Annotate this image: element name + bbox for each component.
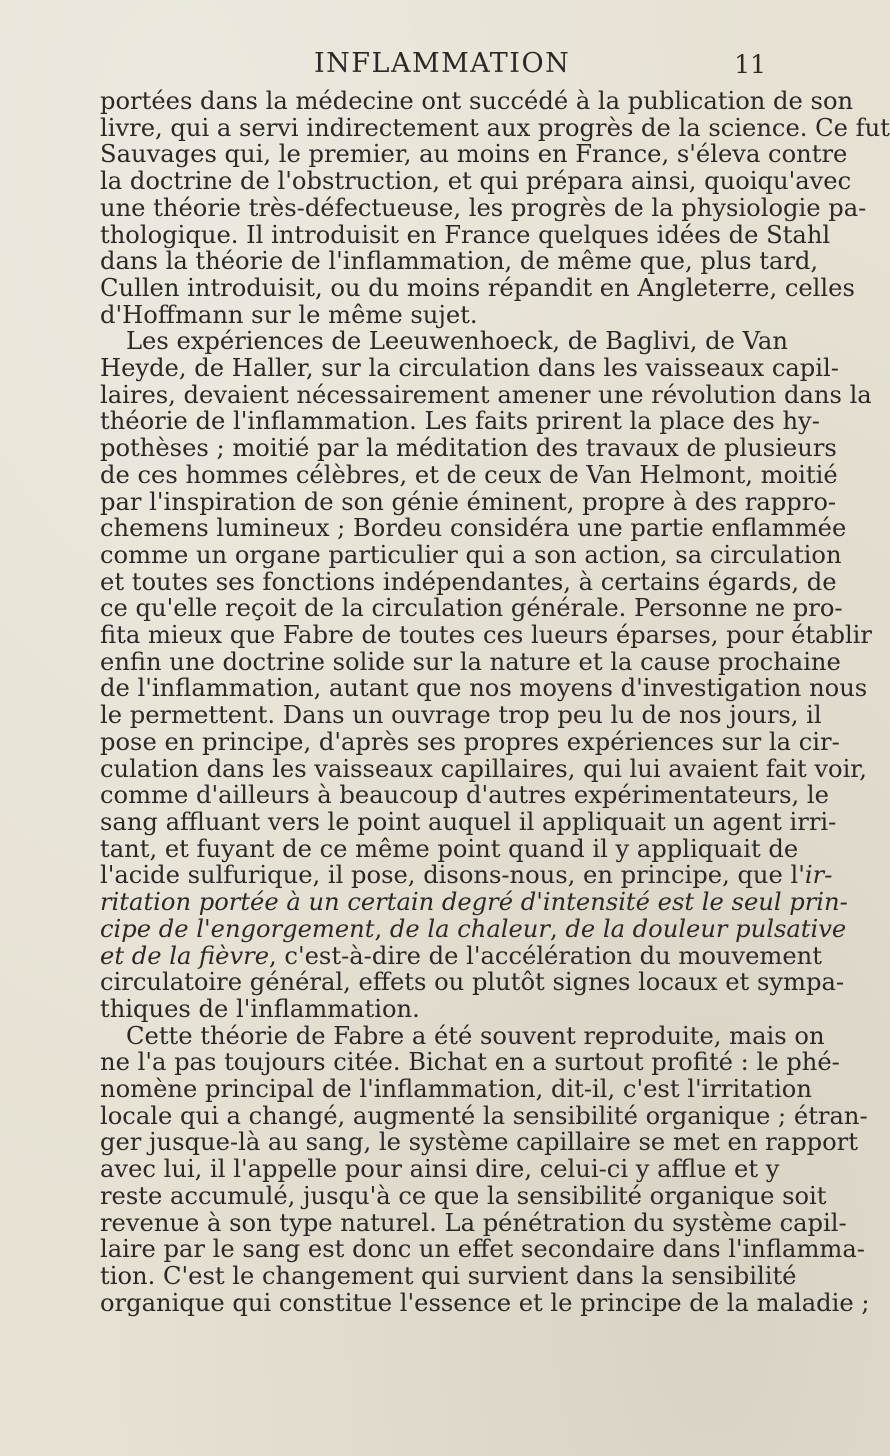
text-line: de ces hommes célèbres, et de ceux de Van Helmont, moitié [100, 460, 838, 489]
text-line: livre, qui a servi indirectement aux progrès de la science. Ce fut [100, 113, 890, 142]
text-segment: , [549, 914, 566, 943]
text-line: reste accumulé, jusqu'à ce que la sensibilité organique soit [100, 1181, 827, 1210]
running-title: INFLAMMATION [314, 48, 571, 79]
text-line: ger jusque-là au sang, le système capillaire se met en rapport [100, 1128, 858, 1157]
text-line [100, 914, 847, 943]
text-line: sang affluant vers le point auquel il appliquait un agent irri- [100, 807, 837, 836]
italic-segment: et de la fièvre [100, 941, 270, 970]
text-line: tion. C'est le changement qui survient dans la sensibilité [100, 1261, 797, 1290]
text-line: culation dans les vaisseaux capillaires, qui lui avaient fait voir, [100, 754, 867, 783]
text-line [100, 941, 822, 970]
text-line: ritation portée à un certain degré d'intensité est le seul prin- [100, 888, 848, 917]
text-line: la doctrine de l'obstruction, et qui prépara ainsi, quoiqu'avec [100, 167, 852, 196]
italic-segment: ir- [804, 861, 833, 890]
text-line: Cullen introduisit, ou du moins répandit en Angleterre, celles [100, 273, 855, 302]
text-line: avec lui, il l'appelle pour ainsi dire, celui-ci y afflue et y [100, 1155, 780, 1184]
text-line: locale qui a changé, augmenté la sensibilité organique ; étran- [100, 1101, 868, 1130]
text-line [100, 861, 833, 890]
body-text [100, 87, 890, 1317]
text-line: Les expériences de Leeuwenhoeck, de Baglivi, de Van [126, 327, 788, 356]
text-line: tant, et fuyant de ce même point quand il y appliquait de [100, 834, 799, 863]
text-line: laire par le sang est donc un effet secondaire dans l'inflamma- [100, 1235, 865, 1264]
text-line: nomène principal de l'inflammation, dit-il, c'est l'irritation [100, 1075, 812, 1104]
text-line: et toutes ses fonctions indépendantes, à certains égards, de [100, 567, 837, 596]
text-line: thologique. Il introduisit en France quelques idées de Stahl [100, 220, 831, 249]
text-line: enfin une doctrine solide sur la nature et la cause prochaine [100, 647, 841, 676]
text-line: Cette théorie de Fabre a été souvent reproduite, mais on [126, 1021, 825, 1050]
text-line: pothèses ; moitié par la méditation des travaux de plusieurs [100, 434, 837, 463]
text-line: comme d'ailleurs à beaucoup d'autres expérimentateurs, le [100, 781, 829, 810]
text-line: thiques de l'inflammation. [100, 994, 420, 1023]
text-line: dans la théorie de l'inflammation, de même que, plus tard, [100, 247, 819, 276]
text-line: circulatoire général, effets ou plutôt signes locaux et sympa- [100, 968, 845, 997]
italic-segment: cipe de l'engorgement [100, 914, 375, 943]
text-line: par l'inspiration de son génie éminent, propre à des rappro- [100, 487, 837, 516]
text-line: portées dans la médecine ont succédé à la publication de son [100, 87, 854, 115]
italic-segment: de la douleur pulsative [565, 914, 847, 943]
text-line: une théorie très-défectueuse, les progrès de la physiologie pa- [100, 193, 867, 222]
text-line: laires, devaient nécessairement amener une révolution dans la [100, 380, 872, 409]
text-segment: , [374, 914, 390, 943]
italic-segment: de la chaleur [389, 914, 550, 943]
page-number: 11 [734, 50, 766, 79]
text-line: comme un organe particulier qui a son action, sa circulation [100, 540, 842, 569]
text-line: Sauvages qui, le premier, au moins en France, s'éleva contre [100, 140, 848, 169]
text-line: ne l'a pas toujours citée. Bichat en a surtout profité : le phé- [100, 1048, 840, 1077]
text-line: le permettent. Dans un ouvrage trop peu lu de nos jours, il [100, 701, 822, 730]
text-segment: , c'est-à-dire de l'accélération du mouvement [269, 941, 822, 970]
text-line: chemens lumineux ; Bordeu considéra une partie enflammée [100, 514, 847, 543]
text-line: organique qui constitue l'essence et le principe de la maladie ; [100, 1288, 870, 1317]
running-head [100, 40, 766, 88]
text-line: théorie de l'inflammation. Les faits prirent la place des hy- [100, 407, 820, 436]
text-line: Heyde, de Haller, sur la circulation dans les vaisseaux capil- [100, 354, 839, 383]
text-segment: l'acide sulfurique, il pose, disons-nous, en principe, que l' [100, 861, 805, 890]
text-line: pose en principe, d'après ses propres expériences sur la cir- [100, 727, 840, 756]
text-line: d'Hoffmann sur le même sujet. [100, 300, 478, 329]
text-line: de l'inflammation, autant que nos moyens d'investigation nous [100, 674, 868, 703]
text-line: ce qu'elle reçoit de la circulation générale. Personne ne pro- [100, 594, 843, 623]
text-line: revenue à son type naturel. La pénétration du système capil- [100, 1208, 847, 1237]
text-line: fita mieux que Fabre de toutes ces lueurs éparses, pour établir [100, 621, 872, 650]
